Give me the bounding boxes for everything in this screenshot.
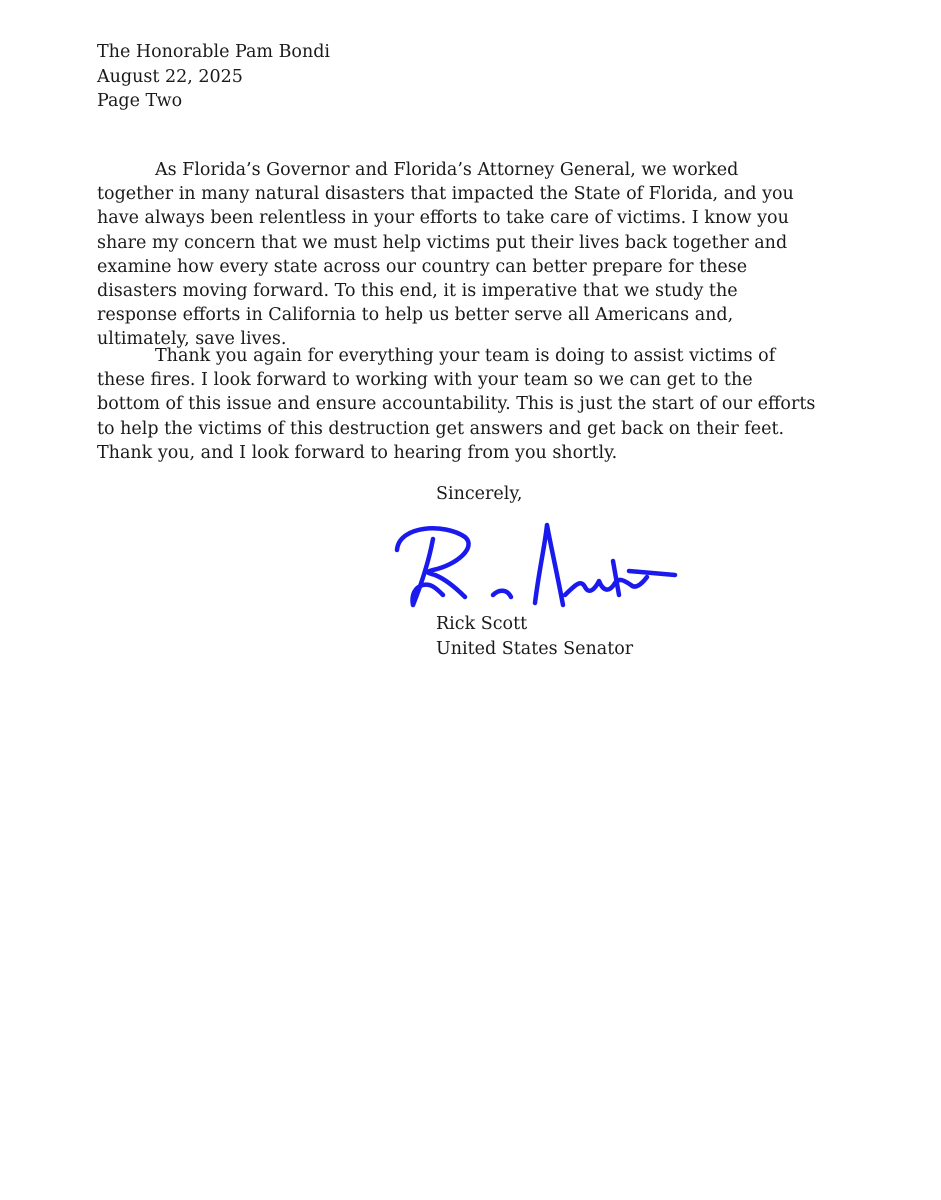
signer-name: Rick Scott xyxy=(436,614,528,634)
body-paragraph: As Florida’s Governor and Florida’s Attorney General, we worked together in many natural disasters that impacted the State of Florida, and you have always been relentless in your efforts to take care of victims. I know you share my concern that we must help victims put their lives back together and examine how every state across our country can better prepare for these disasters moving forward. To this end, it is imperative that we study the response efforts in California to help us better serve all Americans and, ultimately, save lives. xyxy=(97,160,794,350)
closing-salutation: Sincerely, xyxy=(436,484,523,504)
letter-header xyxy=(97,40,330,114)
page-label: Page Two xyxy=(97,91,183,111)
recipient-line: The Honorable Pam Bondi xyxy=(97,42,331,62)
body-paragraph: Thank you again for everything your team is doing to assist victims of these fires. I look forward to working with your team so we can get to the bottom of this issue and ensure accountability. This is just the start of our efforts to help the victims of this destruction get answers and get back on their feet. Thank you, and I look forward to hearing from you shortly. xyxy=(97,346,816,463)
date-line: August 22, 2025 xyxy=(97,66,243,87)
signature-stroke xyxy=(493,591,511,597)
signature-stroke xyxy=(535,525,563,605)
signature-stroke xyxy=(565,577,647,595)
handwritten-signature xyxy=(385,515,685,615)
signer-title: United States Senator xyxy=(436,638,634,659)
signer-block xyxy=(436,612,633,661)
